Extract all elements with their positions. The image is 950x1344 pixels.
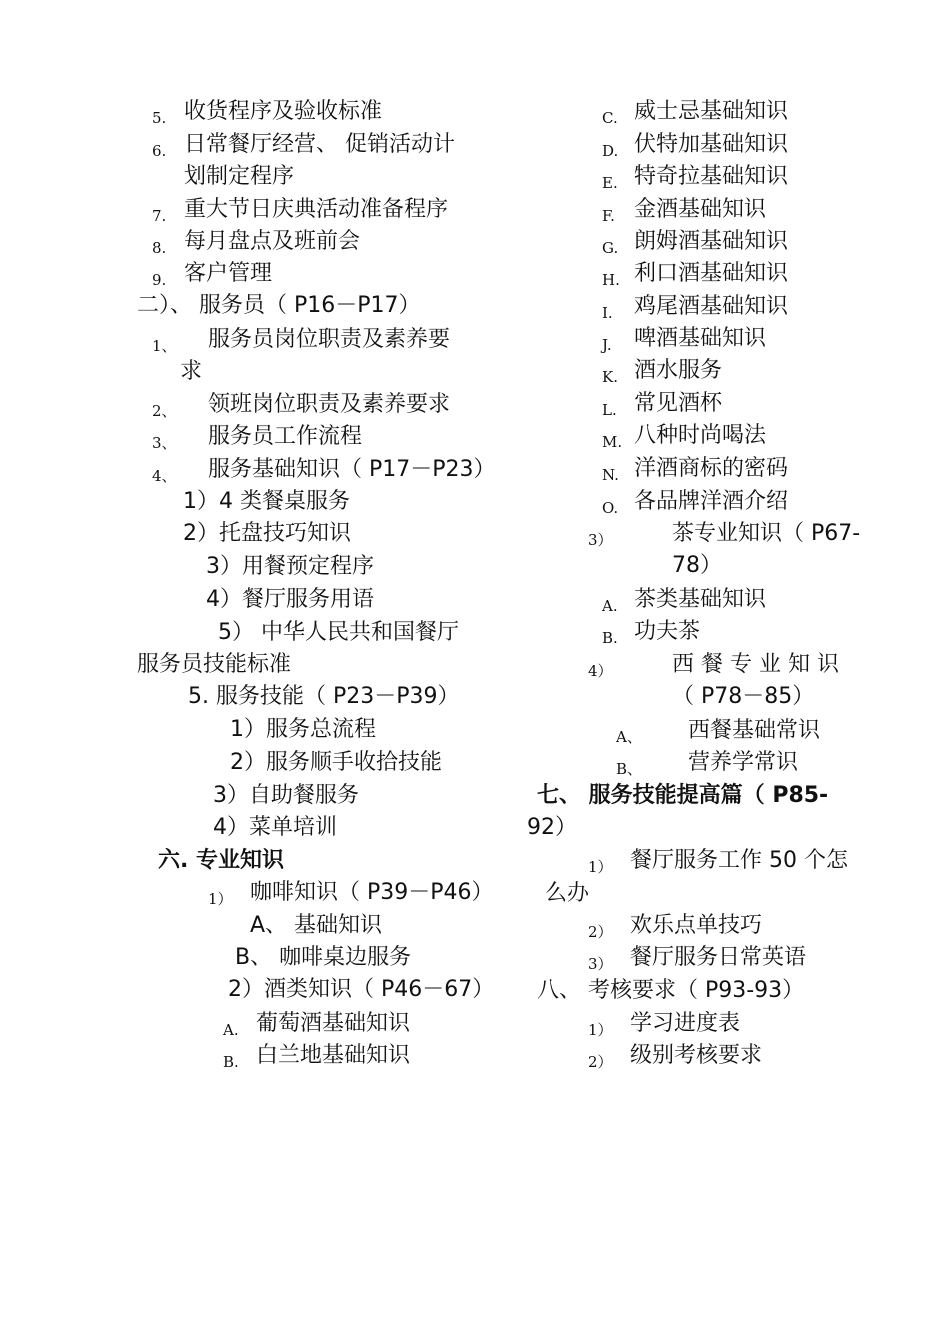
toc-item-number: E.	[602, 174, 618, 192]
toc-item-number: D.	[602, 142, 619, 160]
toc-item-text: 1）服务总流程	[230, 717, 376, 742]
toc-item-text: 重大节日庆典活动准备程序	[184, 197, 449, 222]
toc-item-text: 5） 中华人民共和国餐厅	[218, 620, 459, 645]
toc-item-text: 1）4 类餐桌服务	[183, 489, 350, 514]
toc-item-number: N.	[602, 466, 619, 484]
toc-item-number: I.	[602, 304, 613, 322]
toc-item-number: A、	[616, 728, 642, 746]
toc-item-number: 2、	[152, 402, 177, 420]
toc-item-text: 日常餐厅经营、 促销活动计	[184, 132, 455, 157]
toc-section-heading: 六. 专业知识	[158, 848, 285, 873]
toc-item-number: 4、	[152, 467, 177, 485]
toc-item-number: F.	[602, 207, 615, 225]
toc-section-heading: 七、 服务技能提高篇（ P85-	[537, 783, 829, 808]
toc-item-text: 葡萄酒基础知识	[256, 1011, 411, 1036]
toc-item-text: 每月盘点及班前会	[184, 229, 361, 254]
toc-item-text: 2）酒类知识（ P46－67）	[228, 977, 495, 1002]
toc-item-number: 1）	[588, 1021, 613, 1039]
toc-item-number: A.	[602, 597, 618, 615]
toc-item-number: 6.	[152, 142, 167, 160]
toc-item-number: 4）	[588, 662, 613, 680]
toc-item-text: （ P78－85）	[672, 684, 815, 709]
toc-item-text: 划制定程序	[184, 164, 295, 189]
toc-item-number: B.	[602, 629, 618, 647]
toc-item-text: 3）用餐预定程序	[206, 554, 374, 579]
toc-item-text: 鸡尾酒基础知识	[634, 294, 789, 319]
toc-item-number: C.	[602, 109, 618, 127]
toc-item-number: 1）	[208, 890, 233, 908]
toc-item-number: B、	[616, 760, 643, 778]
toc-item-text: 餐厅服务工作 50 个怎	[630, 848, 848, 873]
toc-item-number: 7.	[152, 207, 167, 225]
toc-item-number: 8.	[152, 239, 167, 257]
toc-item-text: 学习进度表	[630, 1011, 741, 1036]
toc-item-number: L.	[602, 401, 617, 419]
toc-item-number: 9.	[152, 271, 167, 289]
toc-item-text: 4）菜单培训	[213, 815, 337, 840]
toc-item-text: 营养学常识	[688, 750, 799, 775]
toc-item-number: 5.	[152, 109, 167, 127]
toc-item-text: 特奇拉基础知识	[634, 164, 789, 189]
toc-item-text: 伏特加基础知识	[634, 132, 789, 157]
toc-item-text: 功夫茶	[634, 619, 701, 644]
toc-item-text: B、 咖啡桌边服务	[235, 945, 412, 970]
toc-item-number: H.	[602, 271, 620, 289]
toc-item-text: 茶专业知识（ P67-	[672, 521, 861, 546]
toc-item-text: 求	[180, 359, 203, 384]
toc-item-text: 二）、 服务员（ P16－P17）	[137, 293, 421, 318]
toc-item-text: 茶类基础知识	[634, 587, 767, 612]
toc-item-text: 西 餐 专 业 知 识	[672, 652, 839, 677]
toc-item-text: 朗姆酒基础知识	[634, 229, 789, 254]
toc-item-text: 欢乐点单技巧	[630, 913, 763, 938]
toc-item-number: O.	[602, 499, 619, 517]
toc-item-number: K.	[602, 368, 618, 386]
toc-item-text: 八种时尚喝法	[634, 423, 767, 448]
toc-item-number: 1、	[152, 337, 177, 355]
toc-item-number: 2）	[588, 923, 613, 941]
toc-item-text: 常见酒杯	[634, 391, 723, 416]
toc-item-number: 3）	[588, 955, 613, 973]
toc-item-text: 领班岗位职责及素养要求	[208, 392, 451, 417]
toc-item-text: 78）	[672, 553, 722, 578]
toc-item-text: 酒水服务	[634, 358, 723, 383]
toc-item-text: 服务员岗位职责及素养要	[208, 327, 451, 352]
toc-item-number: G.	[602, 239, 619, 257]
toc-item-text: 4）餐厅服务用语	[206, 587, 374, 612]
toc-item-text: 服务基础知识（ P17－P23）	[208, 457, 496, 482]
toc-item-text: 服务员工作流程	[208, 424, 363, 449]
toc-item-text: A、 基础知识	[250, 913, 383, 938]
toc-item-text: 威士忌基础知识	[634, 99, 789, 124]
toc-item-text: 么办	[545, 881, 590, 906]
toc-item-text: 白兰地基础知识	[256, 1043, 411, 1068]
toc-item-text: 啤酒基础知识	[634, 326, 767, 351]
toc-item-text: 收货程序及验收标准	[184, 99, 383, 124]
toc-item-text: 92）	[527, 815, 577, 840]
toc-item-text: 服务员技能标准	[137, 652, 292, 677]
toc-item-text: 客户管理	[184, 261, 273, 286]
toc-item-text: 2）托盘技巧知识	[183, 521, 351, 546]
toc-item-text: 各品牌洋酒介绍	[634, 489, 789, 514]
toc-item-text: 金酒基础知识	[634, 197, 767, 222]
toc-item-text: 2）服务顺手收拾技能	[230, 750, 442, 775]
toc-item-number: A.	[223, 1021, 239, 1039]
toc-item-number: M.	[602, 433, 623, 451]
toc-item-text: 洋酒商标的密码	[634, 456, 789, 481]
toc-item-text: 利口酒基础知识	[634, 261, 789, 286]
toc-item-number: B.	[223, 1053, 239, 1071]
toc-item-text: 西餐基础常识	[688, 718, 821, 743]
toc-item-text: 咖啡知识（ P39－P46）	[250, 880, 494, 905]
toc-item-text: 5. 服务技能（ P23－P39）	[188, 684, 460, 709]
toc-item-text: 3）自助餐服务	[213, 783, 359, 808]
toc-item-number: 1）	[588, 858, 613, 876]
toc-item-text: 餐厅服务日常英语	[630, 945, 807, 970]
toc-item-number: 2）	[588, 1053, 613, 1071]
toc-item-number: J.	[602, 336, 612, 354]
toc-item-number: 3）	[588, 531, 613, 549]
toc-item-text: 八、 考核要求（ P93-93）	[537, 978, 805, 1003]
toc-item-number: 3、	[152, 434, 177, 452]
toc-item-text: 级别考核要求	[630, 1043, 763, 1068]
